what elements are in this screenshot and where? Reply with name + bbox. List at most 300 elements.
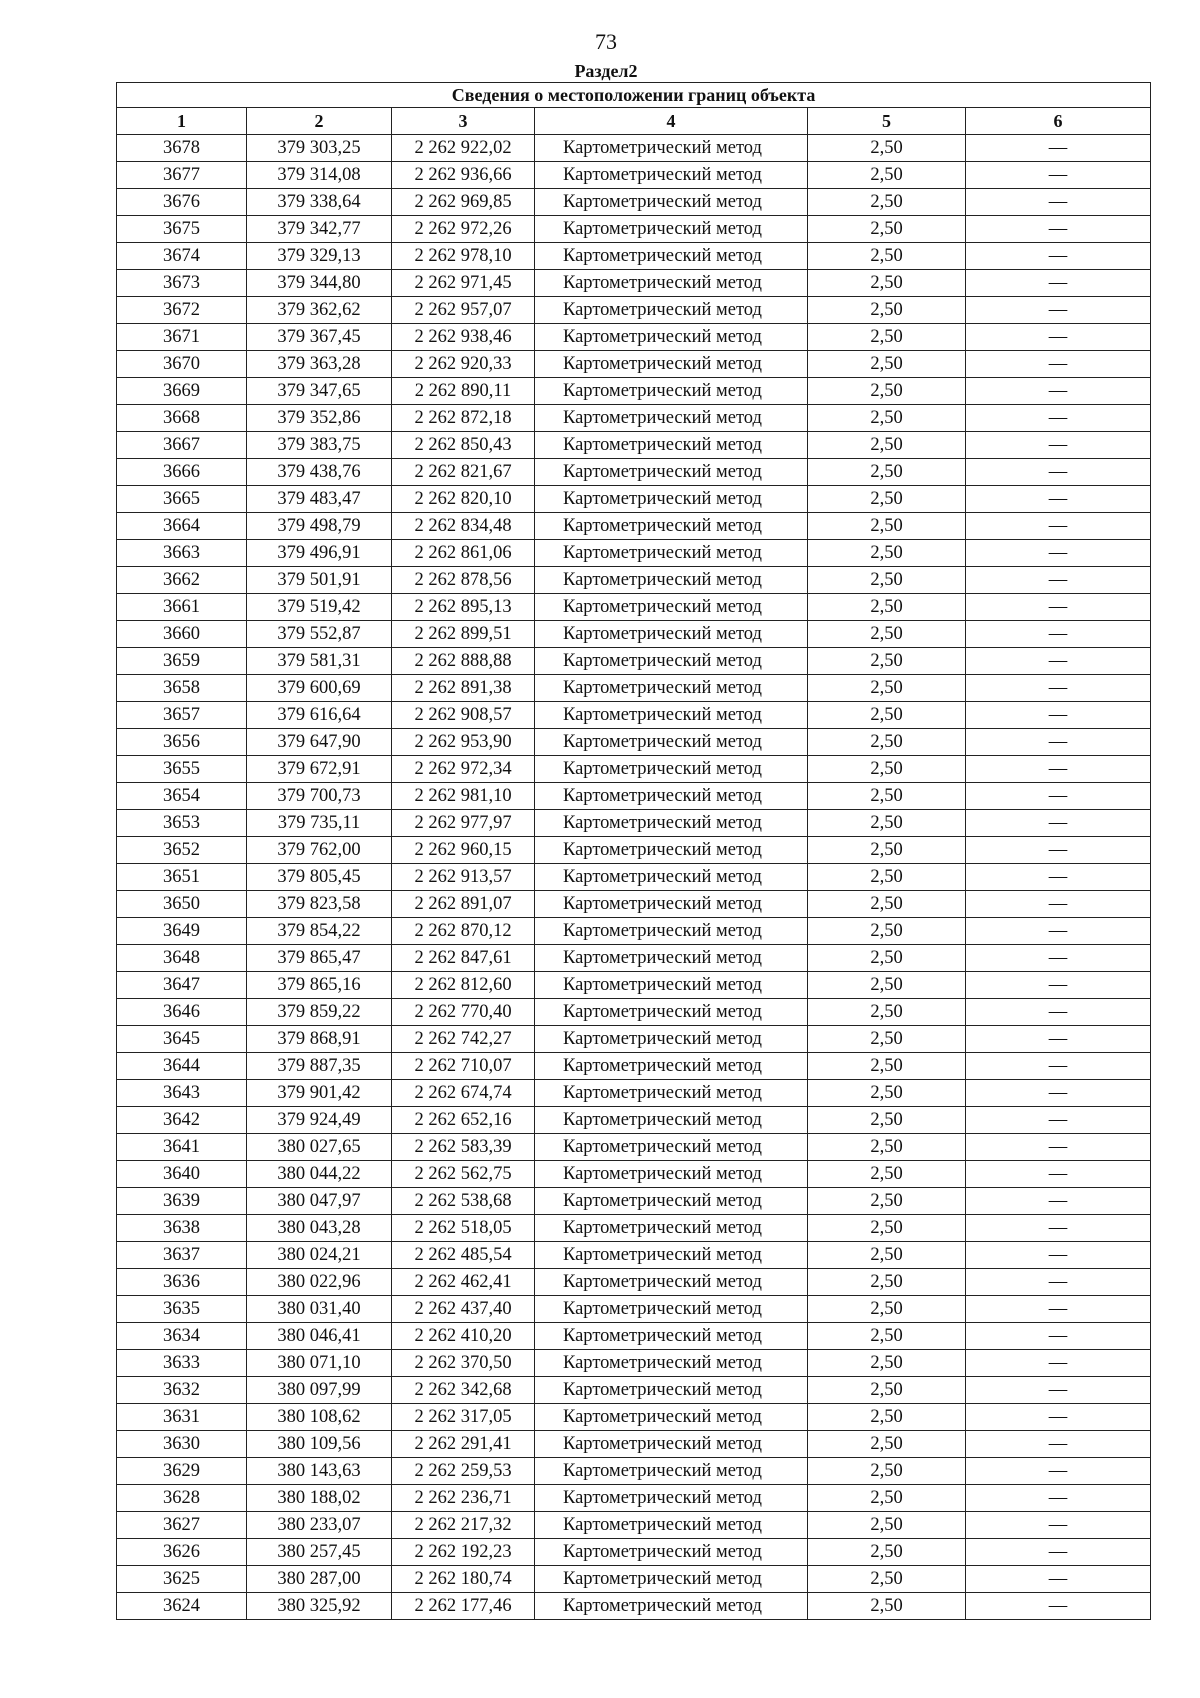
accuracy-cell: 2,50: [808, 486, 966, 513]
method-cell: Картометрический метод: [535, 1215, 808, 1242]
table-row: [117, 1107, 1151, 1134]
y-coordinate-cell: 2 262 972,34: [392, 756, 535, 783]
point-number-cell: 3654: [117, 783, 247, 810]
y-coordinate-cell: 2 262 938,46: [392, 324, 535, 351]
description-cell: —: [966, 1053, 1151, 1080]
column-header: 6: [966, 108, 1151, 135]
point-number-cell: 3664: [117, 513, 247, 540]
accuracy-cell: 2,50: [808, 270, 966, 297]
method-cell: Картометрический метод: [535, 513, 808, 540]
table-row: [117, 1242, 1151, 1269]
table-row: [117, 459, 1151, 486]
table-row: [117, 891, 1151, 918]
y-coordinate-cell: 2 262 583,39: [392, 1134, 535, 1161]
method-cell: Картометрический метод: [535, 810, 808, 837]
point-number-cell: 3660: [117, 621, 247, 648]
table-row: [117, 162, 1151, 189]
accuracy-cell: 2,50: [808, 1053, 966, 1080]
method-cell: Картометрический метод: [535, 1053, 808, 1080]
point-number-cell: 3667: [117, 432, 247, 459]
y-coordinate-cell: 2 262 971,45: [392, 270, 535, 297]
method-cell: Картометрический метод: [535, 1458, 808, 1485]
method-cell: Картометрический метод: [535, 216, 808, 243]
accuracy-cell: 2,50: [808, 540, 966, 567]
description-cell: —: [966, 864, 1151, 891]
point-number-cell: 3659: [117, 648, 247, 675]
method-cell: Картометрический метод: [535, 864, 808, 891]
x-coordinate-cell: 379 438,76: [247, 459, 392, 486]
point-number-cell: 3677: [117, 162, 247, 189]
description-cell: —: [966, 1269, 1151, 1296]
description-cell: —: [966, 351, 1151, 378]
accuracy-cell: 2,50: [808, 567, 966, 594]
method-cell: Картометрический метод: [535, 594, 808, 621]
accuracy-cell: 2,50: [808, 729, 966, 756]
table-row: [117, 513, 1151, 540]
method-cell: Картометрический метод: [535, 1188, 808, 1215]
table-row: [117, 135, 1151, 162]
y-coordinate-cell: 2 262 960,15: [392, 837, 535, 864]
y-coordinate-cell: 2 262 850,43: [392, 432, 535, 459]
table-row: [117, 216, 1151, 243]
y-coordinate-cell: 2 262 861,06: [392, 540, 535, 567]
table-row: [117, 1404, 1151, 1431]
point-number-cell: 3678: [117, 135, 247, 162]
description-cell: —: [966, 972, 1151, 999]
y-coordinate-cell: 2 262 562,75: [392, 1161, 535, 1188]
method-cell: Картометрический метод: [535, 486, 808, 513]
table-row: [117, 1350, 1151, 1377]
description-cell: —: [966, 1161, 1151, 1188]
point-number-cell: 3657: [117, 702, 247, 729]
description-cell: —: [966, 810, 1151, 837]
x-coordinate-cell: 379 616,64: [247, 702, 392, 729]
table-row: [117, 918, 1151, 945]
table-row: [117, 1512, 1151, 1539]
description-cell: —: [966, 1080, 1151, 1107]
method-cell: Картометрический метод: [535, 1296, 808, 1323]
x-coordinate-cell: 379 342,77: [247, 216, 392, 243]
y-coordinate-cell: 2 262 437,40: [392, 1296, 535, 1323]
description-cell: —: [966, 891, 1151, 918]
y-coordinate-cell: 2 262 370,50: [392, 1350, 535, 1377]
accuracy-cell: 2,50: [808, 864, 966, 891]
y-coordinate-cell: 2 262 872,18: [392, 405, 535, 432]
method-cell: Картометрический метод: [535, 162, 808, 189]
table-row: [117, 621, 1151, 648]
method-cell: Картометрический метод: [535, 1107, 808, 1134]
description-cell: —: [966, 1593, 1151, 1620]
x-coordinate-cell: 379 383,75: [247, 432, 392, 459]
point-number-cell: 3625: [117, 1566, 247, 1593]
description-cell: —: [966, 324, 1151, 351]
accuracy-cell: 2,50: [808, 1242, 966, 1269]
description-cell: —: [966, 1242, 1151, 1269]
column-header: 5: [808, 108, 966, 135]
table-row: [117, 1458, 1151, 1485]
method-cell: Картометрический метод: [535, 567, 808, 594]
y-coordinate-cell: 2 262 957,07: [392, 297, 535, 324]
table-row: [117, 756, 1151, 783]
method-cell: Картометрический метод: [535, 1134, 808, 1161]
point-number-cell: 3629: [117, 1458, 247, 1485]
x-coordinate-cell: 380 097,99: [247, 1377, 392, 1404]
x-coordinate-cell: 380 287,00: [247, 1566, 392, 1593]
accuracy-cell: 2,50: [808, 675, 966, 702]
point-number-cell: 3624: [117, 1593, 247, 1620]
description-cell: —: [966, 1458, 1151, 1485]
accuracy-cell: 2,50: [808, 918, 966, 945]
table-row: [117, 1431, 1151, 1458]
point-number-cell: 3638: [117, 1215, 247, 1242]
y-coordinate-cell: 2 262 710,07: [392, 1053, 535, 1080]
point-number-cell: 3646: [117, 999, 247, 1026]
description-cell: —: [966, 918, 1151, 945]
method-cell: Картометрический метод: [535, 1080, 808, 1107]
table-body: [117, 135, 1151, 1620]
y-coordinate-cell: 2 262 888,88: [392, 648, 535, 675]
description-cell: —: [966, 1350, 1151, 1377]
description-cell: —: [966, 1296, 1151, 1323]
table-caption: Сведения о местоположении границ объекта: [117, 83, 1151, 108]
accuracy-cell: 2,50: [808, 1269, 966, 1296]
y-coordinate-cell: 2 262 870,12: [392, 918, 535, 945]
x-coordinate-cell: 379 329,13: [247, 243, 392, 270]
y-coordinate-cell: 2 262 913,57: [392, 864, 535, 891]
description-cell: —: [966, 405, 1151, 432]
accuracy-cell: 2,50: [808, 1458, 966, 1485]
point-number-cell: 3644: [117, 1053, 247, 1080]
table-row: [117, 1269, 1151, 1296]
method-cell: Картометрический метод: [535, 378, 808, 405]
description-cell: —: [966, 999, 1151, 1026]
x-coordinate-cell: 379 363,28: [247, 351, 392, 378]
table-row: [117, 972, 1151, 999]
method-cell: Картометрический метод: [535, 1377, 808, 1404]
y-coordinate-cell: 2 262 342,68: [392, 1377, 535, 1404]
description-cell: —: [966, 297, 1151, 324]
table-caption-row: [117, 83, 1151, 108]
x-coordinate-cell: 379 498,79: [247, 513, 392, 540]
description-cell: —: [966, 783, 1151, 810]
accuracy-cell: 2,50: [808, 297, 966, 324]
point-number-cell: 3676: [117, 189, 247, 216]
point-number-cell: 3669: [117, 378, 247, 405]
accuracy-cell: 2,50: [808, 243, 966, 270]
accuracy-cell: 2,50: [808, 405, 966, 432]
description-cell: —: [966, 675, 1151, 702]
point-number-cell: 3670: [117, 351, 247, 378]
description-cell: —: [966, 1026, 1151, 1053]
column-header: 1: [117, 108, 247, 135]
column-header: 2: [247, 108, 392, 135]
description-cell: —: [966, 702, 1151, 729]
accuracy-cell: 2,50: [808, 459, 966, 486]
y-coordinate-cell: 2 262 891,38: [392, 675, 535, 702]
x-coordinate-cell: 379 519,42: [247, 594, 392, 621]
accuracy-cell: 2,50: [808, 945, 966, 972]
point-number-cell: 3668: [117, 405, 247, 432]
method-cell: Картометрический метод: [535, 1269, 808, 1296]
accuracy-cell: 2,50: [808, 1161, 966, 1188]
point-number-cell: 3665: [117, 486, 247, 513]
y-coordinate-cell: 2 262 485,54: [392, 1242, 535, 1269]
accuracy-cell: 2,50: [808, 972, 966, 999]
x-coordinate-cell: 379 338,64: [247, 189, 392, 216]
accuracy-cell: 2,50: [808, 621, 966, 648]
table-row: [117, 1188, 1151, 1215]
y-coordinate-cell: 2 262 291,41: [392, 1431, 535, 1458]
description-cell: —: [966, 1323, 1151, 1350]
table-row: [117, 783, 1151, 810]
point-number-cell: 3634: [117, 1323, 247, 1350]
x-coordinate-cell: 379 600,69: [247, 675, 392, 702]
accuracy-cell: 2,50: [808, 756, 966, 783]
method-cell: Картометрический метод: [535, 243, 808, 270]
method-cell: Картометрический метод: [535, 189, 808, 216]
method-cell: Картометрический метод: [535, 135, 808, 162]
x-coordinate-cell: 379 552,87: [247, 621, 392, 648]
description-cell: —: [966, 162, 1151, 189]
table-row: [117, 432, 1151, 459]
y-coordinate-cell: 2 262 977,97: [392, 810, 535, 837]
description-cell: —: [966, 1188, 1151, 1215]
method-cell: Картометрический метод: [535, 918, 808, 945]
point-number-cell: 3641: [117, 1134, 247, 1161]
table-row: [117, 1053, 1151, 1080]
accuracy-cell: 2,50: [808, 135, 966, 162]
method-cell: Картометрический метод: [535, 459, 808, 486]
point-number-cell: 3658: [117, 675, 247, 702]
x-coordinate-cell: 379 823,58: [247, 891, 392, 918]
accuracy-cell: 2,50: [808, 1404, 966, 1431]
accuracy-cell: 2,50: [808, 1296, 966, 1323]
y-coordinate-cell: 2 262 652,16: [392, 1107, 535, 1134]
table-row: [117, 324, 1151, 351]
accuracy-cell: 2,50: [808, 216, 966, 243]
point-number-cell: 3674: [117, 243, 247, 270]
point-number-cell: 3628: [117, 1485, 247, 1512]
accuracy-cell: 2,50: [808, 1323, 966, 1350]
description-cell: —: [966, 1134, 1151, 1161]
x-coordinate-cell: 380 071,10: [247, 1350, 392, 1377]
point-number-cell: 3636: [117, 1269, 247, 1296]
y-coordinate-cell: 2 262 908,57: [392, 702, 535, 729]
table-row: [117, 675, 1151, 702]
method-cell: Картометрический метод: [535, 1323, 808, 1350]
method-cell: Картометрический метод: [535, 621, 808, 648]
description-cell: —: [966, 486, 1151, 513]
table-row: [117, 1566, 1151, 1593]
method-cell: Картометрический метод: [535, 648, 808, 675]
accuracy-cell: 2,50: [808, 837, 966, 864]
x-coordinate-cell: 379 501,91: [247, 567, 392, 594]
table-row: [117, 1215, 1151, 1242]
accuracy-cell: 2,50: [808, 189, 966, 216]
table-row: [117, 297, 1151, 324]
point-number-cell: 3663: [117, 540, 247, 567]
x-coordinate-cell: 379 700,73: [247, 783, 392, 810]
point-number-cell: 3673: [117, 270, 247, 297]
accuracy-cell: 2,50: [808, 1431, 966, 1458]
method-cell: Картометрический метод: [535, 783, 808, 810]
y-coordinate-cell: 2 262 518,05: [392, 1215, 535, 1242]
x-coordinate-cell: 379 581,31: [247, 648, 392, 675]
point-number-cell: 3626: [117, 1539, 247, 1566]
y-coordinate-cell: 2 262 180,74: [392, 1566, 535, 1593]
column-header: 3: [392, 108, 535, 135]
y-coordinate-cell: 2 262 920,33: [392, 351, 535, 378]
accuracy-cell: 2,50: [808, 324, 966, 351]
accuracy-cell: 2,50: [808, 1107, 966, 1134]
y-coordinate-cell: 2 262 259,53: [392, 1458, 535, 1485]
method-cell: Картометрический метод: [535, 1539, 808, 1566]
table-row: [117, 567, 1151, 594]
accuracy-cell: 2,50: [808, 783, 966, 810]
y-coordinate-cell: 2 262 410,20: [392, 1323, 535, 1350]
x-coordinate-cell: 379 672,91: [247, 756, 392, 783]
x-coordinate-cell: 380 233,07: [247, 1512, 392, 1539]
table-row: [117, 810, 1151, 837]
x-coordinate-cell: 379 901,42: [247, 1080, 392, 1107]
accuracy-cell: 2,50: [808, 1350, 966, 1377]
x-coordinate-cell: 379 762,00: [247, 837, 392, 864]
x-coordinate-cell: 379 854,22: [247, 918, 392, 945]
section-title: Раздел2: [574, 61, 638, 81]
point-number-cell: 3640: [117, 1161, 247, 1188]
description-cell: —: [966, 243, 1151, 270]
description-cell: —: [966, 216, 1151, 243]
y-coordinate-cell: 2 262 834,48: [392, 513, 535, 540]
description-cell: —: [966, 1404, 1151, 1431]
x-coordinate-cell: 379 924,49: [247, 1107, 392, 1134]
description-cell: —: [966, 567, 1151, 594]
table-row: [117, 648, 1151, 675]
point-number-cell: 3630: [117, 1431, 247, 1458]
point-number-cell: 3650: [117, 891, 247, 918]
method-cell: Картометрический метод: [535, 945, 808, 972]
table-row: [117, 837, 1151, 864]
method-cell: Картометрический метод: [535, 351, 808, 378]
table-row: [117, 1080, 1151, 1107]
description-cell: —: [966, 189, 1151, 216]
method-cell: Картометрический метод: [535, 972, 808, 999]
accuracy-cell: 2,50: [808, 999, 966, 1026]
point-number-cell: 3642: [117, 1107, 247, 1134]
x-coordinate-cell: 379 303,25: [247, 135, 392, 162]
x-coordinate-cell: 380 047,97: [247, 1188, 392, 1215]
description-cell: —: [966, 1485, 1151, 1512]
point-number-cell: 3633: [117, 1350, 247, 1377]
method-cell: Картометрический метод: [535, 1350, 808, 1377]
x-coordinate-cell: 379 483,47: [247, 486, 392, 513]
x-coordinate-cell: 379 362,62: [247, 297, 392, 324]
x-coordinate-cell: 380 024,21: [247, 1242, 392, 1269]
point-number-cell: 3656: [117, 729, 247, 756]
accuracy-cell: 2,50: [808, 810, 966, 837]
table-row: [117, 1134, 1151, 1161]
x-coordinate-cell: 379 347,65: [247, 378, 392, 405]
point-number-cell: 3651: [117, 864, 247, 891]
table-row: [117, 351, 1151, 378]
table-row: [117, 378, 1151, 405]
x-coordinate-cell: 380 027,65: [247, 1134, 392, 1161]
table-row: [117, 1485, 1151, 1512]
accuracy-cell: 2,50: [808, 432, 966, 459]
accuracy-cell: 2,50: [808, 1593, 966, 1620]
point-number-cell: 3643: [117, 1080, 247, 1107]
y-coordinate-cell: 2 262 891,07: [392, 891, 535, 918]
y-coordinate-cell: 2 262 217,32: [392, 1512, 535, 1539]
y-coordinate-cell: 2 262 953,90: [392, 729, 535, 756]
point-number-cell: 3649: [117, 918, 247, 945]
accuracy-cell: 2,50: [808, 1566, 966, 1593]
point-number-cell: 3655: [117, 756, 247, 783]
x-coordinate-cell: 380 143,63: [247, 1458, 392, 1485]
table-row: [117, 864, 1151, 891]
y-coordinate-cell: 2 262 978,10: [392, 243, 535, 270]
x-coordinate-cell: 380 109,56: [247, 1431, 392, 1458]
accuracy-cell: 2,50: [808, 1215, 966, 1242]
table-row: [117, 1593, 1151, 1620]
point-number-cell: 3631: [117, 1404, 247, 1431]
table-row: [117, 999, 1151, 1026]
method-cell: Картометрический метод: [535, 1161, 808, 1188]
description-cell: —: [966, 513, 1151, 540]
method-cell: Картометрический метод: [535, 837, 808, 864]
accuracy-cell: 2,50: [808, 513, 966, 540]
description-cell: —: [966, 432, 1151, 459]
accuracy-cell: 2,50: [808, 351, 966, 378]
description-cell: —: [966, 540, 1151, 567]
accuracy-cell: 2,50: [808, 648, 966, 675]
table-head: [117, 83, 1151, 135]
accuracy-cell: 2,50: [808, 162, 966, 189]
table-row: [117, 243, 1151, 270]
y-coordinate-cell: 2 262 878,56: [392, 567, 535, 594]
method-cell: Картометрический метод: [535, 999, 808, 1026]
y-coordinate-cell: 2 262 972,26: [392, 216, 535, 243]
description-cell: —: [966, 1539, 1151, 1566]
table-row: [117, 945, 1151, 972]
table-row: [117, 1296, 1151, 1323]
y-coordinate-cell: 2 262 981,10: [392, 783, 535, 810]
x-coordinate-cell: 379 859,22: [247, 999, 392, 1026]
method-cell: Картометрический метод: [535, 1512, 808, 1539]
table-row: [117, 1161, 1151, 1188]
accuracy-cell: 2,50: [808, 702, 966, 729]
method-cell: Картометрический метод: [535, 432, 808, 459]
x-coordinate-cell: 380 188,02: [247, 1485, 392, 1512]
y-coordinate-cell: 2 262 462,41: [392, 1269, 535, 1296]
description-cell: —: [966, 270, 1151, 297]
accuracy-cell: 2,50: [808, 891, 966, 918]
accuracy-cell: 2,50: [808, 594, 966, 621]
table-row: [117, 270, 1151, 297]
page-number: 73: [595, 29, 617, 54]
y-coordinate-cell: 2 262 936,66: [392, 162, 535, 189]
x-coordinate-cell: 379 805,45: [247, 864, 392, 891]
y-coordinate-cell: 2 262 236,71: [392, 1485, 535, 1512]
point-number-cell: 3648: [117, 945, 247, 972]
x-coordinate-cell: 380 044,22: [247, 1161, 392, 1188]
accuracy-cell: 2,50: [808, 1080, 966, 1107]
y-coordinate-cell: 2 262 969,85: [392, 189, 535, 216]
x-coordinate-cell: 379 865,47: [247, 945, 392, 972]
boundary-table: [116, 82, 1151, 1620]
method-cell: Картометрический метод: [535, 1485, 808, 1512]
description-cell: —: [966, 621, 1151, 648]
